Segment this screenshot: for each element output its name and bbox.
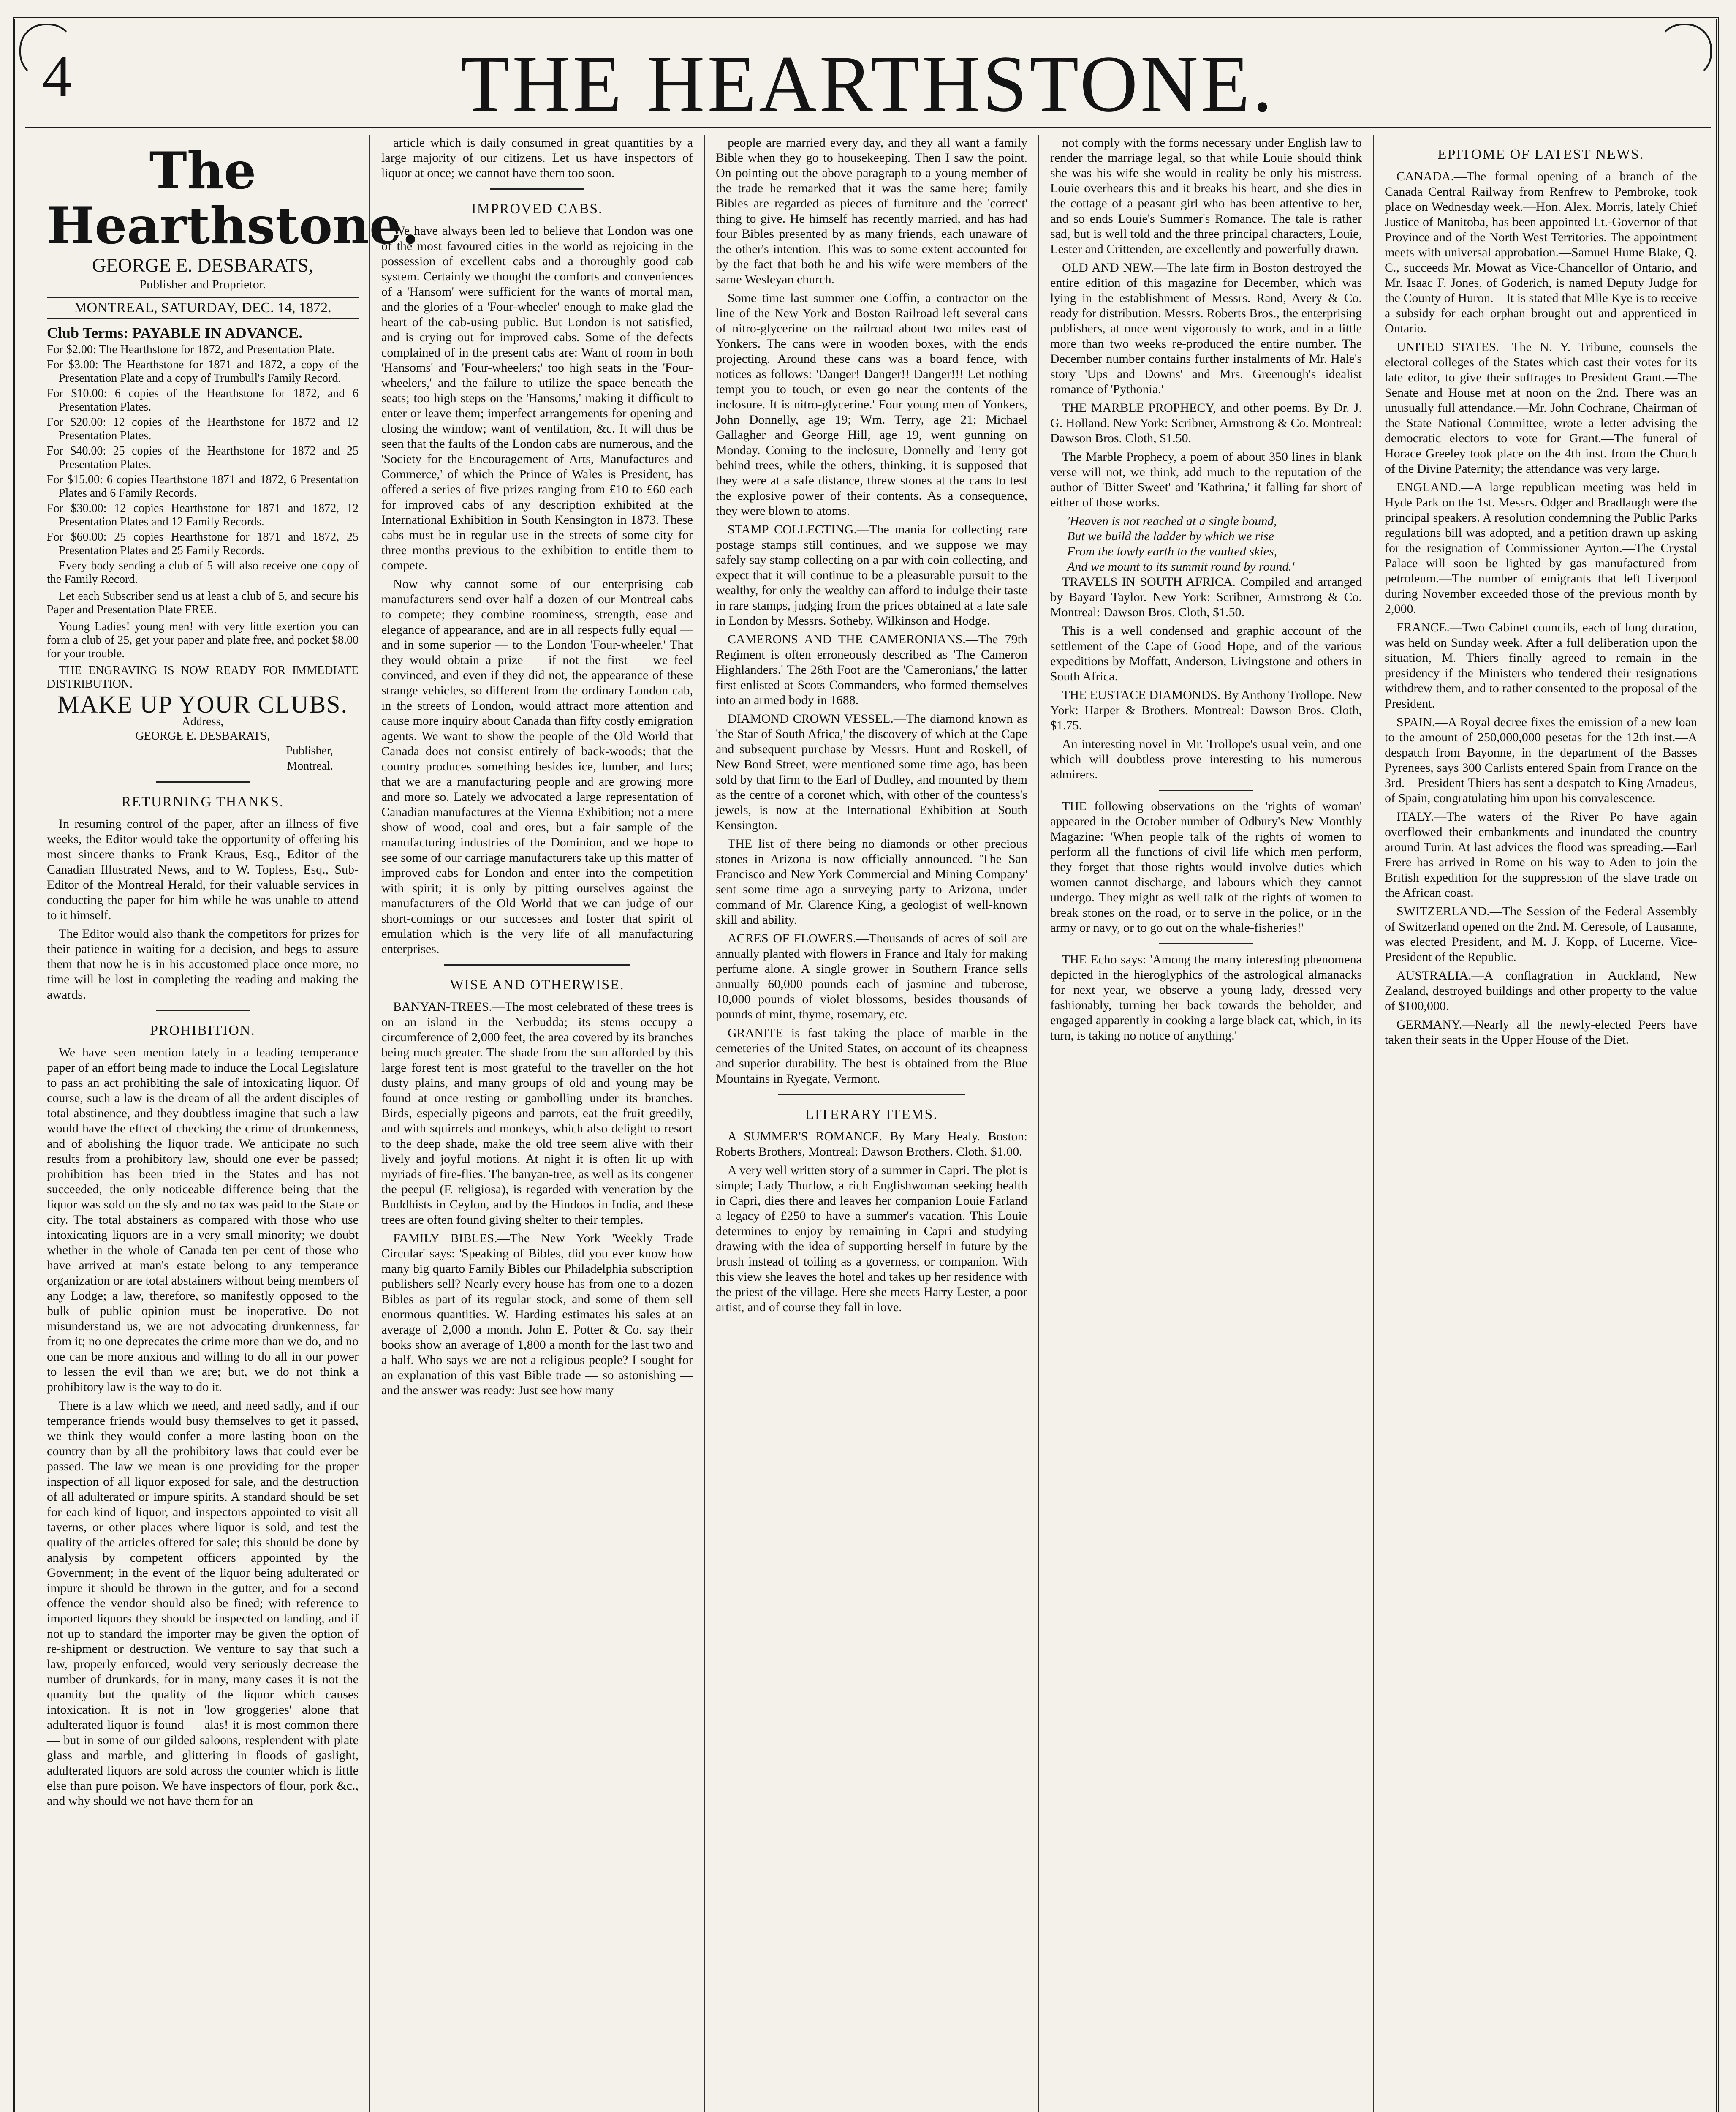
club-term: For $20.00: 12 copies of the Hearthstone for 1872 and 12 Presentation Plates. xyxy=(47,416,359,442)
article-paragraph: An interesting novel in Mr. Trollope's usual vein, and one which will doubtless prove interesting to his numerous admirers. xyxy=(1050,737,1362,781)
engraving-notice: THE ENGRAVING IS NOW READY FOR IMMEDIATE DISTRIBUTION. xyxy=(47,664,359,691)
article-paragraph: A SUMMER'S ROMANCE. By Mary Healy. Boston: Roberts Brothers, Montreal: Dawson Brothers. Cloth, $1.00. xyxy=(716,1129,1027,1159)
article-paragraph: not comply with the forms necessary under English law to render the marriage legal, so that while Louie should think she was his wife she would in reality be only his mistress. Louie overhears this and it breaks his heart, and she dies in the cottage of a peasant girl who has been attentive to her, and so ends Louie's Summer's Romance. The tale is rather sad, but is well told and the three principal characters, Louie, Lester and Crittenden, are excellently and powerfully drawn. xyxy=(1050,136,1362,256)
masthead xyxy=(25,34,1710,128)
masthead-rule xyxy=(25,127,1711,128)
column-5 xyxy=(1374,135,1708,2112)
prohibition-heading: PROHIBITION. xyxy=(150,1023,255,1038)
newspaper-title: THE HEARTHSTONE. xyxy=(460,40,1275,128)
epitome-heading: EPITOME OF LATEST NEWS. xyxy=(1437,147,1644,162)
club-term: For $40.00: 25 copies of the Hearthstone for 1872 and 25 Presentation Plates. xyxy=(47,444,359,471)
dateline: MONTREAL, SATURDAY, DEC. 14, 1872. xyxy=(47,297,359,319)
address-name: GEORGE E. DESBARATS, xyxy=(135,729,270,743)
section-divider xyxy=(156,1010,249,1011)
column-2 xyxy=(370,135,705,2112)
article-paragraph: A very well written story of a summer in Capri. The plot is simple; Lady Thurlow, a rich Englishwoman seeking health in Capri, dies there and leaves her companion Louie Farland a legacy of £250 to have a summer's vacation. This Louie determines to enjoy by remaining in Capri and studying drawing with the idea of supporting herself in future by the brush instead of toiling as a governess, or companion. With this view she leaves the hotel and takes up her residence with the priest of the village. Here she meets Harry Lester, a poor artist, and of course they fall in love. xyxy=(716,1163,1027,1314)
address-city: Montreal. xyxy=(287,759,333,773)
column-1 xyxy=(36,135,419,2112)
article-paragraph: TRAVELS IN SOUTH AFRICA. Compiled and arranged by Bayard Taylor. New York: Scribner, Armstrong & Co. Montreal: Dawson Bros. Cloth, $1.50. xyxy=(1050,575,1362,619)
news-paragraph: GERMANY.—Nearly all the newly-elected Peers have taken their seats in the Upper House of the Diet. xyxy=(1385,1018,1697,1047)
club-term: For $60.00: 25 copies Hearthstone for 1871 and 1872, 25 Presentation Plates and 25 Family Records. xyxy=(47,531,359,557)
section-divider xyxy=(1159,790,1252,791)
club-terms-heading: Club Terms: PAYABLE IN ADVANCE. xyxy=(47,324,303,341)
publisher-role: Publisher and Proprietor. xyxy=(139,278,266,291)
news-paragraph: UNITED STATES.—The N. Y. Tribune, counsels the electoral colleges of the States which cast their votes for its late editor, to give their suffrages to President Grant.—The Senate and House met at noon on the 2nd. There was an unusually full attendance.—Mr. John Cochrane, Chairman of the State National Committee, wrote a letter advising the democratic electors to vote for Grant.—The funeral of Horace Greeley took place on the 4th inst. from the Church of the Divine Paternity; the attendance was very large. xyxy=(1385,340,1697,476)
poem-quote xyxy=(1050,514,1362,574)
club-term: For $15.00: 6 copies Hearthstone 1871 and 1872, 6 Presentation Plates and 6 Family Records. xyxy=(47,473,359,500)
poem-line: But we build the ladder by which we rise xyxy=(1067,529,1274,543)
article-paragraph: The Marble Prophecy, a poem of about 350 lines in blank verse will not, we think, add much to the reputation of the author of 'Bitter Sweet' and 'Kathrina,' it falling far short of either of those works. xyxy=(1050,450,1362,509)
poem-line: From the lowly earth to the vaulted skies, xyxy=(1067,544,1277,558)
article-paragraph: THE list of there being no diamonds or other precious stones in Arizona is now officially announced. 'The San Francisco and New York Commercial and Mining Company' sent some time ago a surveying party to Arizona, under command of Mr. Clarence King, a geologist of well-known skill and ability. xyxy=(716,837,1027,927)
news-paragraph: FRANCE.—Two Cabinet councils, each of long duration, was held on Sunday week. After a full deliberation upon the situation, M. Thiers finally agreed to remain in the presidency if the Ministers who tendered their resignations withdrew them, and to rather consented to the proposal of the President. xyxy=(1385,621,1697,710)
article-paragraph: THE Echo says: 'Among the many interesting phenomena depicted in the hieroglyphics of the astrological almanacks for next year, we observe a young lady, dressed very fashionably, turning her back towards the beholder, and engaged apparently in cooking a large black cat, which, in its turn, is taking no notice of anything.' xyxy=(1050,953,1362,1042)
section-divider xyxy=(444,964,631,966)
club-terms-list xyxy=(47,343,359,558)
article-paragraph: THE following observations on the 'rights of woman' appeared in the October number of Odbury's New Monthly Magazine: 'When people talk of the rights of women to perform all the functions of civil life which men perform, they forget that those rights would involve duties which women cannot discharge, and labours which they cannot undergo. They might as well talk of the rights of women to break stones on the road, or to serve in the police, or in the army or navy, or to go out on the whale-fisheries!' xyxy=(1050,799,1362,935)
column-4 xyxy=(1039,135,1374,2112)
news-paragraph: AUSTRALIA.—A conflagration in Auckland, New Zealand, destroyed buildings and other property to the value of $100,000. xyxy=(1385,969,1697,1013)
poem-line: 'Heaven is not reached at a single bound, xyxy=(1067,514,1277,528)
news-paragraph: SWITZERLAND.—The Session of the Federal Assembly of Switzerland opened on the 2nd. M. Ceresole, of Lausanne, was elected President, and M. J. Kopp, of Lucerne, Vice-President of the Republic. xyxy=(1385,904,1697,964)
news-paragraph: SPAIN.—A Royal decree fixes the emission of a new loan to the amount of 250,000,000 pesetas for the 12th inst.—A despatch from Bayonne, in the department of the Basses Pyrenees, says 300 Carlists entered Spain from France on the 3rd.—President Thiers has sent a despatch to King Amadeus, of Spain, congratulating him upon his convalescence. xyxy=(1385,715,1697,805)
article-paragraph: DIAMOND CROWN VESSEL.—The diamond known as 'the Star of South Africa,' the discovery of which at the Cape and subsequent purchase by Messrs. Hunt and Roskell, of New Bond Street, were mentioned some time ago, has been sold by that firm to the Earl of Dudley, and mounted by them as the centre of a coronet which, with other of the countess's jewels, is now at the International Exhibition at South Kensington. xyxy=(716,712,1027,832)
article-paragraph: We have always been led to believe that London was one of the most favoured cities in the world as rejoicing in the possession of excellent cabs and a thoroughly good cab system. Certainly we thought the comforts and conveniences of a 'Hansom' were sufficient for the wants of mortal man, and the glories of a 'Four-wheeler' enough to make glad the heart of the cab-using public. But London is not satisfied, and is crying out for improved cabs. Some of the defects complained of in the present cabs are: Want of room in both 'Hansoms' and 'Four-wheelers;' too high seats in the 'Four-wheelers,' and the failure to utilize the space beneath the seats; too high steps on the 'Hansoms,' making it difficult to enter or leave them; imperfect arrangements for opening and closing the window; want of ventilation, &c. It will thus be seen that the faults of the London cabs are numerous, and the 'Society for the Encouragement of Arts, Manufactures and Commerce,' of which the Prince of Wales is President, has offered a series of five prizes ranging from £10 to £60 each for improved cabs of any description exhibited at the International Exhibition in South Kensington in 1873. These cabs must be in regular use in the streets of some city for three months previous to the exhibition to entitle them to compete. xyxy=(381,224,693,572)
article-paragraph: We have seen mention lately in a leading temperance paper of an effort being made to induce the Local Legislature to pass an act prohibiting the sale of intoxicating liquor. Of course, such a law is the dream of all the ardent disciples of total abstinence, and they doubtless imagine that such a law would have the effect of checking the crime of drunkenness, and of abolishing the liquor trade. We anticipate no such results from a prohibitory law, should one ever be passed; prohibition has been tried in the States and has not succeeded, the only noticeable difference being that the liquor was sold on the sly and no tax was paid to the State or city. The total abstainers as compared with those who use intoxicating liquors are in a very small minority; we doubt whether in the whole of Canada ten per cent of those who have arrived at man's estate belong to any temperance organization or are total abstainers without being members of any Lodge; a law, therefore, so manifestly opposed to the bulk of public opinion must be inoperative. Do not misunderstand us, we are not advocating drunkenness, far from it; no one deprecates the crime more than we do, and no one can be more anxious and willing to do all in our power to lessen the evil than we are; but, we do not think a prohibitory law is the way to do it. xyxy=(47,1045,359,1394)
club-notice: Young Ladies! young men! with very little exertion you can form a club of 25, get your paper and plate free, and pocket $8.00 for your trouble. xyxy=(47,620,359,660)
club-term: For $10.00: 6 copies of the Hearthstone for 1872, and 6 Presentation Plates. xyxy=(47,387,359,414)
wise-and-otherwise-heading: WISE AND OTHERWISE. xyxy=(450,977,625,993)
article-paragraph: STAMP COLLECTING.—The mania for collecting rare postage stamps still continues, and we suppose we may safely say stamp collecting on a par with coin collecting, and expect that it will continue to be a pleasurable pursuit to the wealthy, for only the wealthy can afford to indulge their taste in rare stamps, judging from the prices obtained at a late sale in London by Messrs. Sotheby, Wilkinson and Hodge. xyxy=(716,523,1027,628)
article-paragraph: Some time last summer one Coffin, a contractor on the line of the New York and Boston Railroad left several cans of nitro-glycerine on the railroad about two miles east of Yonkers. The cans were in wooden boxes, with the ends projecting. Around these cans was a board fence, with notices as follows: 'Danger! Danger!! Danger!!! Let nothing tempt you to touch, or even go near the contents of the inclosure. It is nitro-glycerine.' Four young men of Yonkers, John Donnelly, age 19; Wm. Terry, age 21; Michael Gallagher and George Hill, age 19, went gunning on Monday. Coming to the inclosure, Donnelly and Terry got behind trees, while the others, thinking, it is supposed that they were at a safe distance, threw stones at the cans to test the explosive power of their contents. As a consequence, they were blown to atoms. xyxy=(716,291,1027,518)
news-paragraph: ITALY.—The waters of the River Po have again overflowed their embankments and inundated the country around Turin. At last advices the flood was spreading.—Earl Frere has arrived in Rome on his way to Aden to join the British expedition for the suppression of the slave trade on the African coast. xyxy=(1385,810,1697,900)
article-paragraph: GRANITE is fast taking the place of marble in the cemeteries of the United States, on account of its cheapness and superior durability. The best is obtained from the Blue Mountains in Ryegate, Vermont. xyxy=(716,1026,1027,1086)
news-paragraph: ENGLAND.—A large republican meeting was held in Hyde Park on the 1st. Messrs. Odger and Bradlaugh were the principal speakers. A resolution condemning the Public Parks regulations bill was adopted, and a petition drawn up asking for the resignation of Commissioner Ayrton.—The Crystal Palace will soon be lighted by gas manufactured from petroleum.—The number of emigrants that left Liverpool during November exceeded those of the previous month by 2,000. xyxy=(1385,480,1697,616)
poem-line: And we mount to its summit round by round.' xyxy=(1067,560,1295,574)
improved-cabs-heading: IMPROVED CABS. xyxy=(471,201,603,217)
column-3 xyxy=(705,135,1039,2112)
article-paragraph: OLD AND NEW.—The late firm in Boston destroyed the entire edition of this magazine for December, which was lying in the establishment of Messrs. Rand, Avery & Co. ready for distribution. Messrs. Roberts Bros., the enterprising publishers, at once went vigorously to work, and in a little more than two weeks re-produced the entire number. The December number contains further instalments of Mr. Hale's story 'Ups and Downs' and Mrs. Greenough's idealist romance of 'Pythonia.' xyxy=(1050,261,1362,396)
article-paragraph: FAMILY BIBLES.—The New York 'Weekly Trade Circular' says: 'Speaking of Bibles, did you ever know how many big quarto Family Bibles our Philadelphia subscription publishers sell? Nearly every house has from one to a dozen Bibles as part of its regular stock, and some of them sell enormous quantities. W. Harding estimates his sales at an average of 2,000 a month. John E. Potter & Co. say their books show an average of 1,800 a month for the last two and a half. Who says we are not a religious people? I sought for an explanation of this vast Bible trade — so astonishing — and the answer was ready: Just see how many xyxy=(381,1231,693,1397)
make-up-clubs-heading: MAKE UP YOUR CLUBS. xyxy=(57,691,348,718)
section-divider xyxy=(778,1094,965,1095)
article-paragraph: The Editor would also thank the competitors for prizes for their patience in waiting for a decision, and begs to assure them that now he is in his accustomed place once more, no time will be lost in completing the reading and making the awards. xyxy=(47,927,359,1002)
club-notice: Every body sending a club of 5 will also receive one copy of the Family Record. xyxy=(47,559,359,586)
article-paragraph: people are married every day, and they all want a family Bible when they go to housekeeping. Then I saw the point. On pointing out the above paragraph to a young member of the trade he remarked that it was the same here; family Bibles are regarded as pieces of furniture and the 'correct' thing to give. He himself has recently married, and has had four Bibles presented by as many friends, each unaware of the other's intention. This was to some extent accounted for by the fact that both he and his wife were members of the same Wesleyan church. xyxy=(716,136,1027,286)
article-paragraph: THE MARBLE PROPHECY, and other poems. By Dr. J. G. Holland. New York: Scribner, Armstrong & Co. Montreal: Dawson Bros. Cloth, $1.50. xyxy=(1050,401,1362,445)
club-notice: Let each Subscriber send us at least a club of 5, and secure his Paper and Presentation Plate FREE. xyxy=(47,590,359,616)
club-term: For $30.00: 12 copies Hearthstone for 1871 and 1872, 12 Presentation Plates and 12 Family Records. xyxy=(47,502,359,528)
article-paragraph: There is a law which we need, and need sadly, and if our temperance friends would busy themselves to get it passed, we think they would confer a more lasting boon on the country than by all the prohibitory laws that could ever be passed. The law we mean is one providing for the proper inspection of all liquor exposed for sale, and the destruction of all adulterated or impure spirits. A standard should be set for each kind of liquor, and inspectors appointed to visit all taverns, or other places where liquor is sold, and test the quality of the articles offered for sale; this should be done by analysis by competent officers appointed by the Government; in the event of the liquor being adulterated or impure it should be thrown in the gutter, and for a second offence the vendor should also be fined; with reference to imported liquors they should be inspected on landing, and if not up to standard the importer may be given the option of re-shipment or destruction. We venture to say that such a law, properly enforced, would very seriously decrease the number of drunkards, for in many, many cases it is not the quantity but the quality of the liquor which causes intoxication. It is not in 'low groggeries' alone that adulterated liquor is found — alas! it is most common there — but in some of our gilded saloons, resplendent with plate glass and marble, and glittering in floods of gaslight, adulterated liquors are sold across the counter which is little else than pure poison. We have inspectors of flour, pork &c., and why should we not have them for an xyxy=(47,1399,359,1808)
article-paragraph: ACRES OF FLOWERS.—Thousands of acres of soil are annually planted with flowers in France and Italy for making perfume alone. A single grower in Southern France sells annually 60,000 pounds each of jasmine and tuberose, 10,000 pounds of violet blossoms, besides thousands of pounds of mint, thyme, rosemary, etc. xyxy=(716,931,1027,1021)
section-divider xyxy=(156,781,249,783)
article-paragraph: BANYAN-TREES.—The most celebrated of these trees is on an island in the Nerbudda; its stems occupy a circumference of 2,000 feet, the area covered by its branches being much greater. The shade from the sun afforded by this large forest tent is most grateful to the traveller on the hot dusty plains, and many groups of old and young may be found at once resting or gambolling under its branches. Birds, especially pigeons and parrots, eat the fruit greedily, and with squirrels and monkeys, which also delight to resort to the deep shade, make the old tree seem alive with their lively and joyful motions. At night it is often lit up with myriads of fire-flies. The banyan-tree, as well as its congener the peepul (F. religiosa), is regarded with veneration by the Buddhists in Ceylon, and by the Hindoos in India, and these trees are often found giving shelter to their temples. xyxy=(381,1000,693,1227)
article-paragraph: CAMERONS AND THE CAMERONIANS.—The 79th Regiment is often erroneously described as 'The Cameron Highlanders.' The 26th Foot are the 'Cameronians,' the latter first enlisted at Scots Commanders, who formed themselves into an armed body in 1688. xyxy=(716,632,1027,707)
returning-thanks-heading: RETURNING THANKS. xyxy=(121,794,284,810)
blackletter-title: The Hearthstone. xyxy=(47,141,419,256)
address-role: Publisher, xyxy=(286,744,333,757)
address-label: Address, xyxy=(182,715,224,728)
article-paragraph: Now why cannot some of our enterprising cab manufacturers send over half a dozen of our Montreal cabs to compete; they combine roominess, strength, ease and elegance of appearance, and are in all respects fully equal — and in some superior — to the London 'Four-wheeler.' That they would obtain a prize — if not the first — we feel convinced, and even if they did not, the appearance of these strange vehicles, so different from the ordinary London cab, in the streets of London, would attract more attention and cause more inquiry about Canada than fifty costly emigration agents. We want to show the people of the Old World that Canada does not consist entirely of back-woods; that the country produces something besides ice, lumber, and furs; that we are a manufacturing people and are growing more and more so. Lately we advocated a large representation of Canadian manufactures at the Vienna Exhibition; not a mere show of wood, coal and ores, but a fair sample of the manufacturing industries of the Dominion, and we hope to see some of our carriage manufacturers take up this matter of improved cabs for London and enter into the competition with spirit; it is only by pitting ourselves against the manufacturers of the Old World that we can judge of our short-comings or our successes and foster that spirit of emulation which is the very life of all manufacturing enterprises. xyxy=(381,577,693,956)
news-paragraph: CANADA.—The formal opening of a branch of the Canada Central Railway from Renfrew to Pembroke, took place on Wednesday week.—Hon. Alex. Morris, lately Chief Justice of Manitoba, has been appointed Lt.-Governor of that Province and of the North West Territories. The appointment meets with universal approbation.—Samuel Hume Blake, Q. C., succeeds Mr. Mowat as Vice-Chancellor of Ontario, and Mr. Isaac F. Jones, of Goderich, is named Deputy Judge for the County of Huron.—It is stated that Mlle Kye is to receive a subsidy for each orphan brought out and apprenticed in Ontario. xyxy=(1385,169,1697,335)
literary-items-heading: LITERARY ITEMS. xyxy=(805,1107,938,1122)
section-divider xyxy=(1159,943,1252,944)
columns xyxy=(36,135,1708,2112)
publisher-name: GEORGE E. DESBARATS, xyxy=(92,254,313,276)
article-paragraph: THE EUSTACE DIAMONDS. By Anthony Trollope. New York: Harper & Brothers. Montreal: Dawson Bros. Cloth, $1.75. xyxy=(1050,688,1362,732)
article-paragraph: article which is daily consumed in great quantities by a large majority of our citizens. Let us have inspectors of liquor at once; we cannot have them too soon. xyxy=(381,136,693,180)
article-paragraph: This is a well condensed and graphic account of the settlement of the Cape of Good Hope, and of the various expeditions by Moffatt, Anderson, Livingstone and others in South Africa. xyxy=(1050,624,1362,683)
club-term: For $3.00: The Hearthstone for 1871 and 1872, a copy of the Presentation Plate and a copy of Trumbull's Family Record. xyxy=(47,358,359,385)
section-divider xyxy=(490,188,584,190)
page-number: 4 xyxy=(42,44,72,109)
article-paragraph: In resuming control of the paper, after an illness of five weeks, the Editor would take the opportunity of offering his most sincere thanks to Frank Kraus, Esq., Editor of the Canadian Illustrated News, and to W. Topless, Esq., Sub-Editor of the Montreal Herald, for their valuable services in conducting the paper for him while he was unable to attend to it himself. xyxy=(47,817,359,922)
club-term: For $2.00: The Hearthstone for 1872, and Presentation Plate. xyxy=(47,343,335,356)
